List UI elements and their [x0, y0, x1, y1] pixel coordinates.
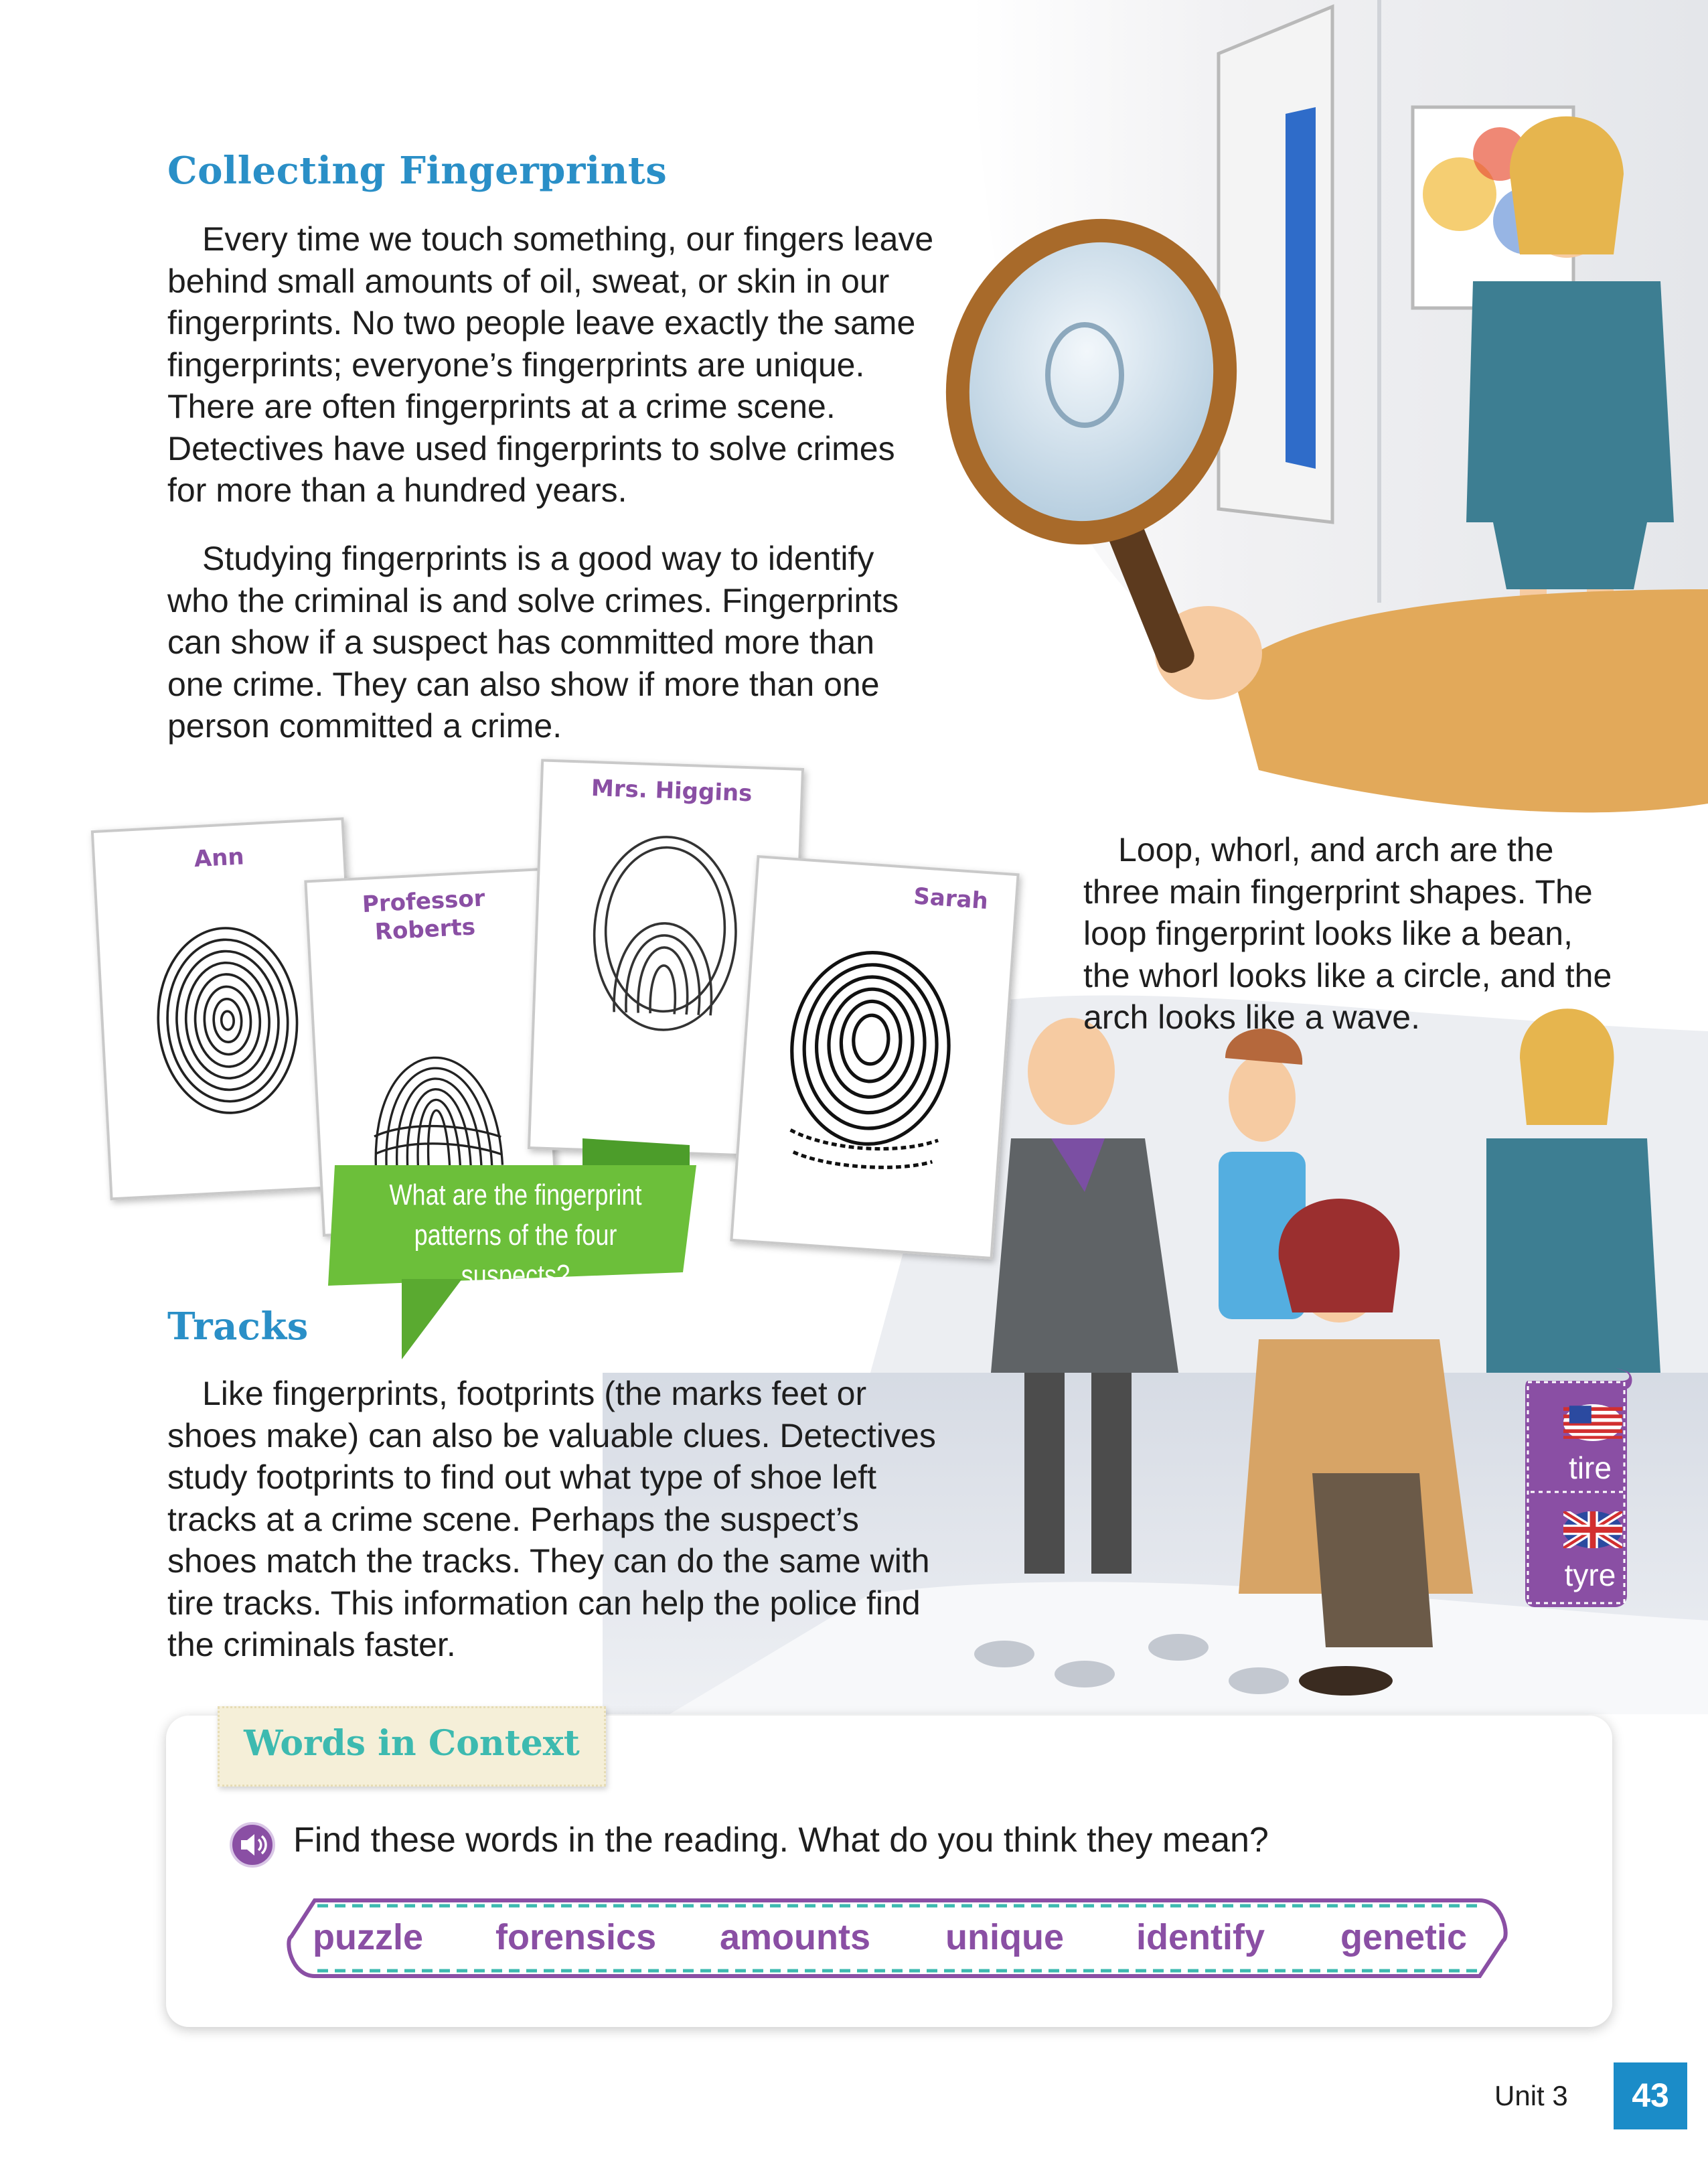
page-number: 43 — [1632, 2077, 1669, 2114]
card-name: Professor Roberts — [362, 885, 486, 946]
words-instruction: Find these words in the reading. What do you think they mean? — [293, 1821, 1269, 1860]
words-in-context-title: Words in Context — [244, 1723, 580, 1764]
word-amounts: amounts — [720, 1917, 871, 1957]
words-in-context-tab — [218, 1706, 606, 1787]
word-forensics: forensics — [495, 1917, 657, 1957]
fingerprints-paragraph-2: Studying fingerprints is a good way to identify who the criminal is and solve crimes. Fingerprints can show if a suspect has committed more than one crime. They can also show if more than one person committed a crime. — [167, 540, 899, 745]
fingerprint-whorl-icon — [774, 921, 966, 1193]
audio-speaker-icon[interactable] — [229, 1821, 276, 1868]
section-heading-tracks: Tracks — [167, 1304, 309, 1349]
unit-label: Unit 3 — [1494, 2080, 1568, 2111]
word-genetic: genetic — [1340, 1917, 1468, 1957]
us-word: tire — [1569, 1450, 1612, 1485]
us-flag-icon — [1563, 1404, 1622, 1441]
section-heading-fingerprints: Collecting Fingerprints — [167, 149, 668, 193]
fingerprint-shapes-paragraph: Loop, whorl, and arch are the three main fingerprint shapes. The loop fingerprint looks like a bean, the whorl looks like a circle, and the arch looks like a wave. — [1083, 831, 1612, 1036]
fingerprint-whorl-icon — [145, 896, 311, 1145]
callout-question: What are the fingerprint patterns of the four suspects? — [389, 1179, 642, 1292]
fingerprint-card-sarah — [730, 855, 1019, 1260]
page-number-box — [1614, 2062, 1687, 2129]
card-name: Mrs. Higgins — [591, 774, 753, 808]
fingerprints-paragraph-1: Every time we touch something, our fingers leave behind small amounts of oil, sweat, or skin in our fingerprints. No two people leave exactly the same fingerprints; everyone’s fingerprints are unique. There are often fingerprints at a crime scene. Detectives have used fingerprints to solve crimes for more than a hundred years. — [167, 220, 934, 509]
word-bank-frame — [275, 1896, 1513, 1980]
tracks-paragraph: Like fingerprints, footprints (the marks feet or shoes make) can also be valuable clues. Detectives study footprints to find out what type of shoe left tracks at a crime scene. Perhaps the suspect’s shoes match the tracks. They can do the same with tire tracks. This information can help the police find the criminals faster. — [167, 1375, 936, 1663]
word-unique: unique — [945, 1917, 1064, 1957]
word-puzzle: puzzle — [313, 1917, 424, 1957]
word-identify: identify — [1136, 1917, 1265, 1957]
uk-word: tyre — [1564, 1558, 1616, 1592]
card-name: Sarah — [913, 883, 990, 915]
uk-flag-icon — [1563, 1511, 1622, 1548]
fingerprint-loop-icon — [580, 810, 749, 1057]
card-name: Ann — [193, 843, 245, 873]
